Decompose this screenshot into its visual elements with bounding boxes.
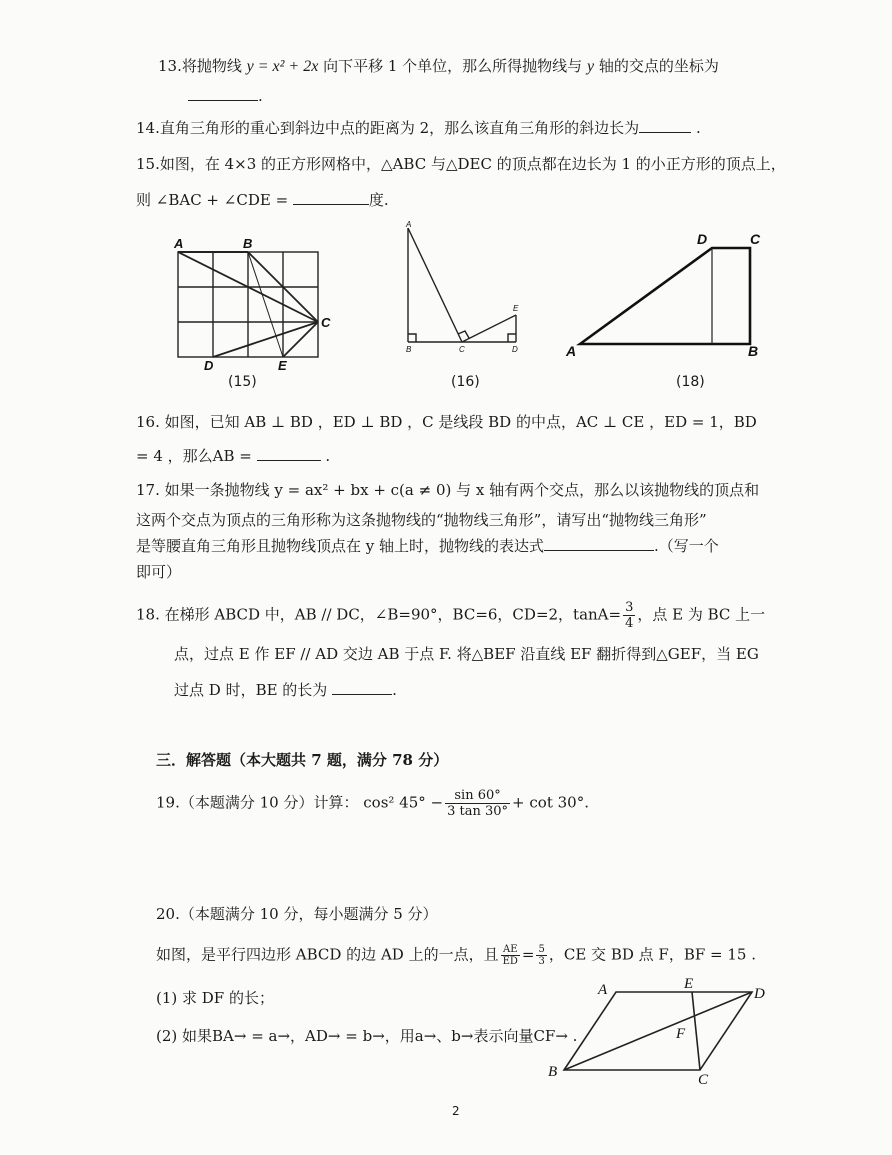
q18-text-a: 18. 在梯形 ABCD 中，AB // DC，∠B=90°，BC=6，CD=2，tanA= <box>136 605 622 624</box>
q15-text-a: 则 ∠BAC + ∠CDE = <box>136 191 289 209</box>
fig16-label-d: D <box>512 345 518 354</box>
q20-ratio-fraction <box>501 944 520 967</box>
q13-line <box>158 56 719 77</box>
q14-line <box>136 118 701 138</box>
q18-tan-fraction <box>623 600 635 631</box>
q18-text-c: 过点 D 时，BE 的长为 <box>174 681 328 699</box>
q20-ratio-eq: = <box>521 945 535 964</box>
q16-line2 <box>136 446 330 466</box>
fig16-label-c: C <box>459 345 465 354</box>
q15-line2 <box>136 190 389 210</box>
page-number: 2 <box>452 1104 460 1118</box>
q17-line1: 17. 如果一条抛物线 y = ax² + bx + c(a ≠ 0) 与 x 轴有两个交点，那么以该抛物线的顶点和 <box>136 481 760 499</box>
q20-ratio-den: ED <box>502 956 518 967</box>
fig15-label-d: D <box>204 358 214 370</box>
q13-expression: y = x² + 2x <box>246 58 319 75</box>
q15-line1: 15.如图，在 4×3 的正方形网格中，△ABC 与△DEC 的顶点都在边长为 1 的小正方形的顶点上， <box>136 155 786 173</box>
figure-20-parallelogram <box>540 972 780 1092</box>
fig20-label-a: A <box>598 982 608 998</box>
q17-line4: 即可） <box>136 563 182 581</box>
q20-text-b: ，CE 交 BD 点 F，BF = 15 . <box>548 945 756 964</box>
q15-answer-blank[interactable] <box>293 190 369 205</box>
q18-answer-blank[interactable] <box>332 680 392 695</box>
fig15-label-c: C <box>321 315 331 330</box>
fig15-label-b: B <box>243 236 253 251</box>
q19-expr-a: cos² 45° − <box>363 793 444 812</box>
q13-end: . <box>258 87 263 105</box>
q20-sub2: (2) 如果BA→ = a→，AD→ = b→，用a→、b→表示向量CF→ . <box>156 1027 578 1045</box>
figure-18-trapezoid <box>562 228 772 358</box>
fig20-label-b: B <box>548 1064 558 1080</box>
section-3-title: 三．解答题（本大题共 7 题，满分 78 分） <box>156 751 449 769</box>
q20-line1 <box>156 944 756 967</box>
q19-expr-b: + cot 30°. <box>512 793 589 812</box>
q17-line2: 这两个交点为顶点的三角形称为这条抛物线的“抛物线三角形”，请写出“抛物线三角形” <box>136 511 707 529</box>
figure-15-grid <box>168 230 338 370</box>
q17-text-a: 是等腰直角三角形且抛物线顶点在 y 轴上时，抛物线的表达式 <box>136 537 545 555</box>
q18-text-b: ，点 E 为 BC 上一 <box>637 605 766 624</box>
q13-answer-line <box>188 86 263 106</box>
q13-text-a: 13.将抛物线 <box>158 57 247 75</box>
fig18-label-a: A <box>566 343 577 358</box>
q13-text-c: 轴的交点的坐标为 <box>594 57 719 75</box>
q20-value-fraction <box>536 944 546 967</box>
fig16-label-a: A <box>406 220 412 229</box>
q20-ratio-num: AE <box>501 944 520 956</box>
q20-sub1: (1) 求 DF 的长； <box>156 989 274 1007</box>
figure-16-right-triangles <box>398 218 528 363</box>
q18-tan-den: 4 <box>625 616 634 631</box>
fig20-label-c: C <box>698 1072 709 1088</box>
q19-frac-num: sin 60° <box>445 788 510 804</box>
figure-18-caption: (18) <box>676 374 705 390</box>
figure-16-caption: (16) <box>451 374 480 390</box>
fig15-label-e: E <box>278 358 287 370</box>
fig20-label-e: E <box>684 976 694 992</box>
q19-fraction <box>445 788 510 819</box>
q17-answer-blank[interactable] <box>544 536 654 551</box>
q20-value-den: 3 <box>538 956 545 967</box>
q15-text-b: 度. <box>368 191 389 209</box>
q14-answer-blank[interactable] <box>639 118 691 133</box>
fig16-label-e: E <box>513 304 519 313</box>
fig20-label-d: D <box>754 986 765 1002</box>
q18-line1 <box>136 600 765 631</box>
fig16-label-b: B <box>406 345 412 354</box>
q16-text-a: = 4 ，那么AB = <box>136 447 252 465</box>
fig15-label-a: A <box>174 236 184 251</box>
q18-text-d: . <box>392 681 397 699</box>
q18-line3 <box>174 680 397 700</box>
q19-line <box>156 788 589 819</box>
q18-line2: 点，过点 E 作 EF // AD 交边 AB 于点 F. 将△BEF 沿直线 EF 翻折得到△GEF，当 EG <box>174 645 759 663</box>
q16-line1: 16. 如图，已知 AB ⊥ BD ，ED ⊥ BD ，C 是线段 BD 的中点，AC ⊥ CE ，ED = 1，BD <box>136 413 757 431</box>
fig18-label-c: C <box>750 231 761 247</box>
q13-var-y: y <box>586 58 595 75</box>
q20-header: 20.（本题满分 10 分，每小题满分 5 分） <box>156 905 438 923</box>
q20-value-num: 5 <box>538 944 545 955</box>
q14-text: 14.直角三角形的重心到斜边中点的距离为 2，那么该直角三角形的斜边长为 <box>136 119 640 137</box>
fig18-label-d: D <box>697 231 708 247</box>
q19-label: 19.（本题满分 10 分）计算： <box>156 793 359 812</box>
q17-text-b: .（写一个 <box>654 537 719 555</box>
q16-text-b: . <box>325 447 331 465</box>
fig18-label-b: B <box>748 343 759 358</box>
q13-text-b: 向下平移 1 个单位，那么所得抛物线与 <box>318 57 587 75</box>
fig20-label-f: F <box>676 1026 686 1042</box>
q20-text-a: 如图，是平行四边形 ABCD 的边 AD 上的一点，且 <box>156 945 499 964</box>
q16-answer-blank[interactable] <box>257 446 321 461</box>
q18-tan-num: 3 <box>625 600 634 615</box>
q19-frac-den: 3 tan 30° <box>447 804 509 819</box>
q17-line3 <box>136 536 719 556</box>
q13-answer-blank[interactable] <box>188 86 258 101</box>
q14-end: . <box>695 119 701 137</box>
figure-15-caption: (15) <box>228 374 257 390</box>
